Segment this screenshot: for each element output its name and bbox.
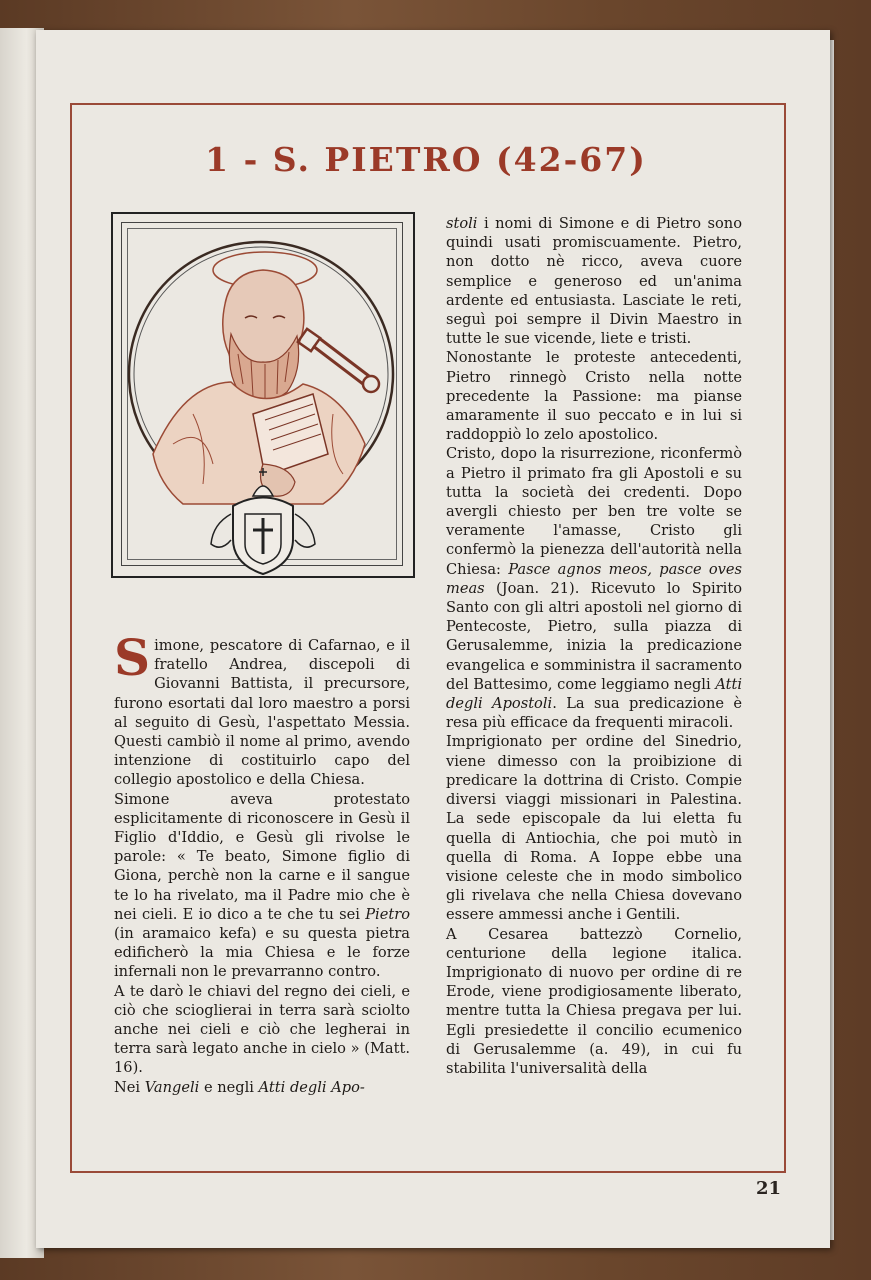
book-page: [36, 30, 830, 1248]
paragraph: A te darò le chiavi del regno dei cieli, e ciò che scioglierai in terra sarà sciolto anche nei cieli e ciò che legherai in terra sarà legato anche in cielo » (Matt. 16).: [114, 982, 410, 1077]
paragraph: Simone, pescatore di Cafarnao, e il fratello Andrea, discepoli di Giovanni Battista, il precursore, furono esortati dal loro maestro a porsi al seguito di Gesù, l'aspettato Messia. Questi cambiò il nome al primo, avendo intenzione di costituirlo capo del collegio apostolico e della Chiesa.: [114, 628, 410, 789]
portrait-illustration: [111, 212, 415, 578]
paragraph: Imprigionato per ordine del Sinedrio, viene dimesso con la proibizione di predicare la dottrina di Cristo. Compie diversi viaggi missionari in Palestina. La sede episcopale da lui eletta fu quella di Antiochia, che poi mutò in quella di Roma. A Ioppe ebbe una visione celeste che in modo simbolico gli rivelava che nella Chiesa dovevano essere ammessi anche i Gentili.: [446, 733, 742, 924]
page-number: 21: [756, 1178, 782, 1199]
saint-peter-engraving: [113, 214, 413, 576]
paragraph: Nei Vangeli e negli Atti degli Apo-: [114, 1078, 365, 1096]
paragraph: Nonostante le proteste antecedenti, Pietro rinnegò Cristo nella notte precedente la Passione: ma pianse amaramente il suo peccato e in lui si raddoppiò lo zelo apostolico.: [446, 349, 742, 444]
drop-cap: S: [114, 628, 151, 687]
paragraph: Simone aveva protestato esplicitamente di riconoscere in Gesù il Figlio d'Iddio, e Gesù gli rivolse le parole: « Te beato, Simone figlio di Giona, perchè non la carne e il sangue te lo ha rivelato, ma il Padre mio che è nei cieli. E io dico a te che tu sei Pietro (in aramaico kefa) e su questa pietra edificherò la mia Chiesa e le forze infernali non le prevarranno contro.: [114, 790, 410, 981]
right-text-column: [446, 214, 742, 1078]
paragraph: Cristo, dopo la risurrezione, riconfermò a Pietro il primato fra gli Apostoli e su tutta la società dei credenti. Dopo avergli chiesto per ben tre volte se veramente l'amasse, Cristo gli confermò la pienezza dell'autorità nella Chiesa: Pasce agnos meos, pasce oves meas (Joan. 21). Ricevuto lo Spirito Santo con gli altri apostoli nel giorno di Pentecoste, Pietro, sulla piazza di Gerusalemme, inizia la predicazione evangelica e somministra il sacramento del Battesimo, come leggiamo negli Atti degli Apostoli. La sua predicazione è resa più efficace da frequenti miracoli.: [446, 445, 743, 732]
left-text-column: [114, 628, 410, 1097]
paragraph: stoli i nomi di Simone e di Pietro sono quindi usati promiscuamente. Pietro, non dotto nè ricco, aveva cuore semplice e generoso ed un'anima ardente ed entusiasta. Lasciate le reti, seguì poi sempre il Divin Maestro in tutte le sue vicende, liete e tristi.: [446, 215, 742, 348]
page-title: 1 - S. PIETRO (42-67): [205, 140, 647, 179]
paragraph: A Cesarea battezzò Cornelio, centurione della legione italica. Imprigionato di nuovo per ordine di re Erode, viene prodigiosamente liberato, mentre tutta la Chiesa pregava per lui. Egli presiedette il concilio ecumenico di Gerusalemme (a. 49), in cui fu stabilita l'universalità della: [446, 925, 742, 1077]
